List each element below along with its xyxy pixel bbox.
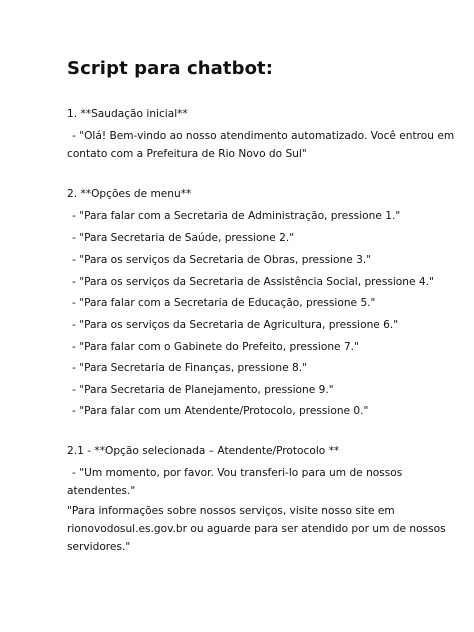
menu-option-7: - "Para falar com o Gabinete do Prefeito, pressione 7." [72, 341, 359, 353]
menu-option-4: - "Para os serviços da Secretaria de Assistência Social, pressione 4." [72, 276, 434, 288]
menu-option-0: - "Para falar com um Atendente/Protocolo, pressione 0." [72, 405, 369, 417]
attendant-text-line-1: - "Um momento, por favor. Vou transferi-lo para um de nossos [72, 467, 403, 479]
info-text-line-3: servidores." [67, 541, 131, 553]
menu-option-2: - "Para Secretaria de Saúde, pressione 2." [72, 232, 295, 244]
menu-option-6: - "Para os serviços da Secretaria de Agricultura, pressione 6." [72, 319, 399, 331]
info-text-line-1: "Para informações sobre nossos serviços, visite nosso site em [67, 505, 395, 517]
page-title: Script para chatbot: [67, 58, 274, 79]
attendant-text-line-2: atendentes." [67, 485, 136, 497]
menu-option-3: - "Para os serviços da Secretaria de Obras, pressione 3." [72, 254, 372, 266]
greeting-text-line-2: contato com a Prefeitura de Rio Novo do Sul" [67, 148, 307, 160]
menu-option-1: - "Para falar com a Secretaria de Administração, pressione 1." [72, 210, 401, 222]
menu-option-5: - "Para falar com a Secretaria de Educação, pressione 5." [72, 297, 376, 309]
menu-option-8: - "Para Secretaria de Finanças, pressione 8." [72, 362, 307, 374]
greeting-text-line-1: - "Olá! Bem-vindo ao nosso atendimento automatizado. Você entrou em [72, 130, 455, 142]
info-text-line-2: rionovodosul.es.gov.br ou aguarde para ser atendido por um de nossos [67, 523, 446, 535]
section-heading-menu: 2. **Opções de menu** [67, 188, 192, 200]
section-heading-attendant: 2.1 - **Opção selecionada – Atendente/Protocolo ** [67, 445, 340, 457]
section-heading-greeting: 1. **Saudação inicial** [67, 108, 188, 120]
menu-option-9: - "Para Secretaria de Planejamento, pressione 9." [72, 384, 334, 396]
